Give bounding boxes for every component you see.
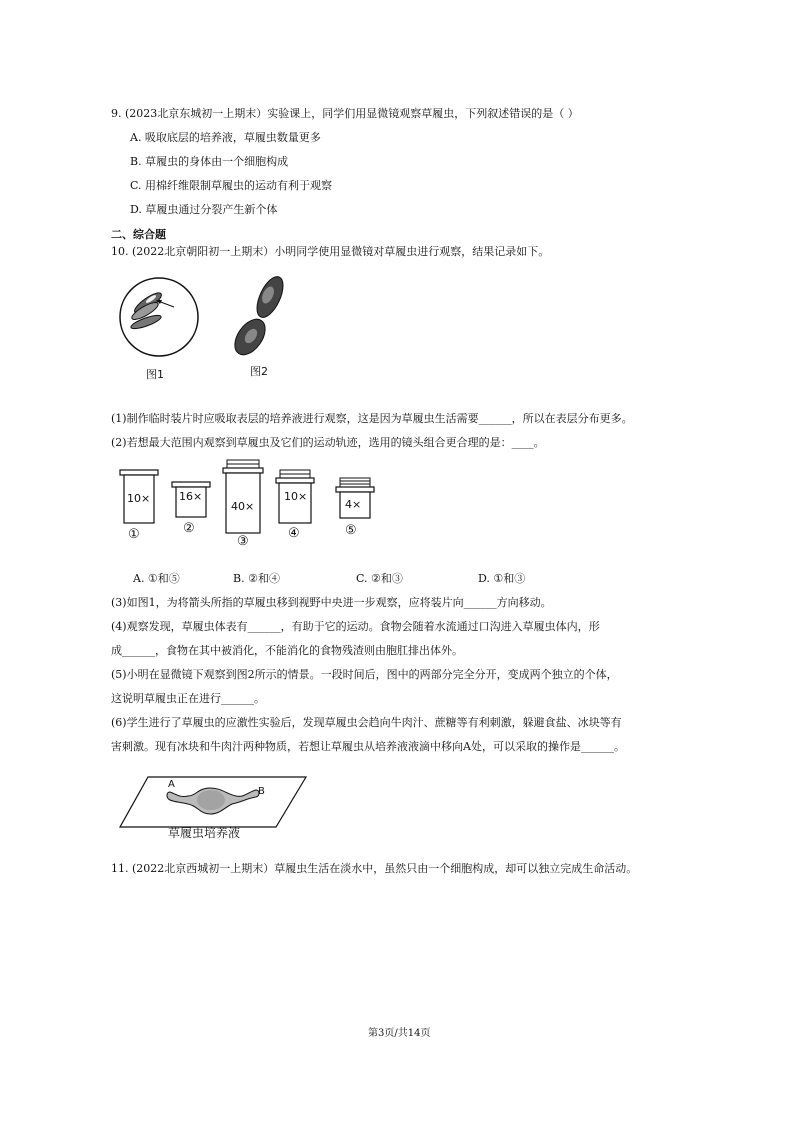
lens-5-mag: 4× xyxy=(345,498,362,511)
lens-3-number: ③ xyxy=(237,534,249,549)
figure-1-label: 图1 xyxy=(146,368,164,381)
q9-option-b: B. 草履虫的身体由一个细胞构成 xyxy=(130,155,289,168)
slide-caption: 草履虫培养液 xyxy=(168,826,241,840)
slide-figure xyxy=(118,772,308,832)
slide-label-a: A xyxy=(168,779,175,790)
choice-a: A. ①和⑤ xyxy=(133,572,180,585)
q10-part1: (1)制作临时装片时应吸取表层的培养液进行观察，这是因为草履虫生活需要______，所以在表层分布更多。 xyxy=(111,412,633,425)
q10-part2: (2)若想最大范围内观察到草履虫及它们的运动轨迹，选用的镜头组合更合理的是：____。 xyxy=(111,436,545,449)
choice-d: D. ①和③ xyxy=(478,572,526,585)
lens-1-number: ① xyxy=(128,527,140,542)
figure-2-label: 图2 xyxy=(250,365,268,378)
q10-part4-line2: 成______，食物在其中被消化，不能消化的食物残渣则由胞肛排出体外。 xyxy=(111,644,463,657)
q10-stem: 10. (2022北京朝阳初一上期末）小明同学使用显微镜对草履虫进行观察，结果记录如下。 xyxy=(111,245,550,258)
q9-option-d: D. 草履虫通过分裂产生新个体 xyxy=(130,203,278,216)
slide-diagram xyxy=(118,772,308,832)
lens-2-number: ② xyxy=(183,521,195,536)
lens-2-mag: 16× xyxy=(179,490,203,503)
lens-4-mag: 10× xyxy=(284,490,308,503)
lens-3 xyxy=(223,460,263,533)
q11-stem: 11. (2022北京西城初一上期末）草履虫生活在淡水中，虽然只由一个细胞构成，却可以独立完成生命活动。 xyxy=(111,862,638,875)
lens-4-number: ④ xyxy=(288,526,300,541)
section-heading: 二、综合题 xyxy=(111,228,166,241)
slide-label-b: B xyxy=(258,786,265,797)
lens-5-number: ⑤ xyxy=(345,523,357,538)
choice-c: C. ②和③ xyxy=(356,572,403,585)
q9-option-a: A. 吸取底层的培养液，草履虫数量更多 xyxy=(130,131,321,144)
page-footer: 第3页/共14页 xyxy=(368,1028,431,1039)
choice-b: B. ②和④ xyxy=(233,572,280,585)
q10-part6-line2: 害刺激。现有冰块和牛肉汁两种物质，若想让草履虫从培养液液滴中移向A处，可以采取的操作是______。 xyxy=(111,740,625,753)
lens-3-mag: 40× xyxy=(231,500,255,513)
q9-option-c: C. 用棉纤维限制草履虫的运动有利于观察 xyxy=(130,179,333,192)
q10-part4-line1: (4)观察发现，草履虫体表有______，有助于它的运动。食物会随着水流通过口沟进入草履虫体内，形 xyxy=(111,620,600,633)
q10-part5-line2: 这说明草履虫正在进行______。 xyxy=(111,692,265,705)
q9-stem: 9. (2023北京东城初一上期末）实验课上，同学们用显微镜观察草履虫，下列叙述错误的是（ ） xyxy=(111,107,579,120)
q10-part3: (3)如图1，为将箭头所指的草履虫移到视野中央进一步观察，应将装片向______方向移动。 xyxy=(111,596,552,609)
q10-part6-line1: (6)学生进行了草履虫的应激性实验后，发现草履虫会趋向牛肉汁、蔗糖等有利刺激，躲避食盐、冰块等有 xyxy=(111,716,622,729)
q10-part5-line1: (5)小明在显微镜下观察到图2所示的情景。一段时间后，图中的两部分完全分开，变成两个独立的个体， xyxy=(111,668,618,681)
lens-1-mag: 10× xyxy=(127,492,151,505)
dividing-paramecium xyxy=(229,275,288,360)
